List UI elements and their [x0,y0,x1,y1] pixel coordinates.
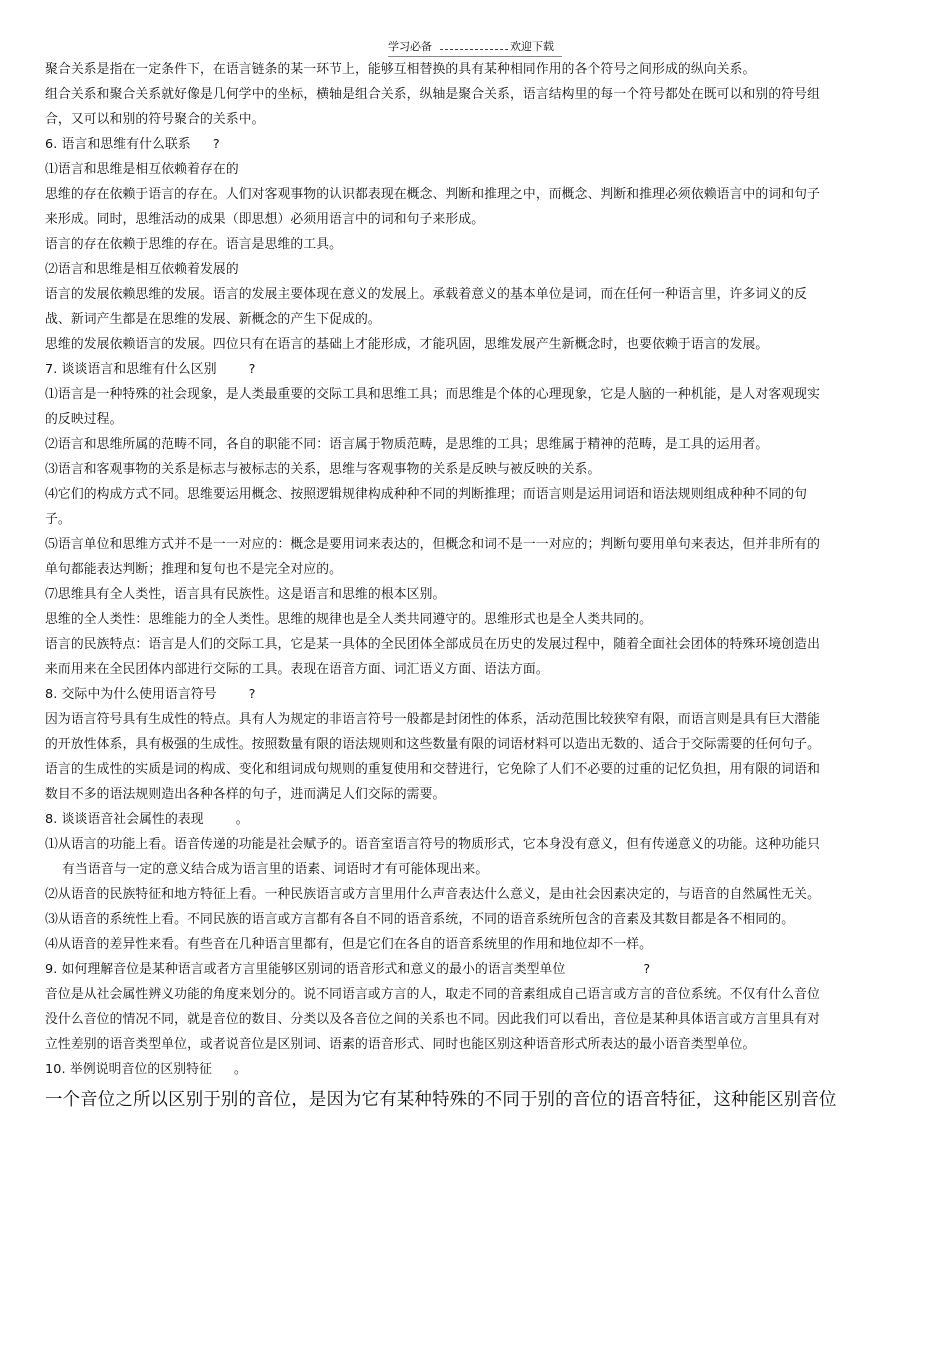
question-text: 8. 交际中为什么使用语言符号 [45,687,217,702]
paragraph: 语言的发展依赖思维的发展。语言的发展主要体现在意义的发展上。承载着意义的基本单位是词，而在任何一种语言里，许多词义的反战、新词产生都是在思维的发展、新概念的产生下促成的。 [45,287,808,327]
question-mark: ? [248,362,256,377]
header-right-text: 欢迎下载 [510,40,554,53]
question-text: 6. 语言和思维有什么联系 [45,137,191,152]
paragraph: 组合关系和聚合关系就好像是几何学中的坐标，横轴是组合关系，纵轴是聚合关系，语言结构里的每一个符号都处在既可以和别的符号组合，又可以和别的符号聚合的关系中。 [45,87,821,127]
paragraph: 音位是从社会属性辨义功能的角度来划分的。说不同语言或方言的人，取走不同的音素组成自己语言或方言的音位系统。不仅有什么音位没什么音位的情况不同，就是音位的数目、分类以及各音位之间的关系也不同。因此我们可以看出，音位是某种具体语言或方言里具有对立性差别的语音类型单位，或者说音位是区别词、语素的语音形式、同时也能区别这种语音形式所表达的最小语音类型单位。 [45,987,821,1052]
document-body [45,57,837,1114]
paragraph: 思维的存在依赖于语言的存在。人们对客观事物的认识都表现在概念、判断和推理之中，而概念、判断和推理必须依赖语言中的词和句子来形成。同时，思维活动的成果（即思想）必须用语言中的词和句子来形成。 [45,187,821,227]
paragraph-large: 一个音位之所以区别于别的音位，是因为它有某种特殊的不同于别的音位的语音特征，这种能区别音位 [45,1090,837,1110]
question-heading-6 [45,132,825,157]
paragraph: 思维的发展依赖语言的发展。四位只有在语言的基础上才能形成，才能巩固，思维发展产生新概念时，也要依赖于语言的发展。 [45,337,769,352]
paragraph: 聚合关系是指在一定条件下，在语言链条的某一环节上，能够互相替换的具有某种相同作用的各个符号之间形成的纵向关系。 [45,62,756,77]
question-text: 7. 谈谈语言和思维有什么区别 [45,362,217,377]
paragraph: ⑺思维具有全人类性，语言具有民族性。这是语言和思维的根本区别。 [45,587,446,602]
question-heading-8b [45,807,825,832]
paragraph: 因为语言符号具有生成性的特点。具有人为规定的非语言符号一般都是封闭性的体系，活动范围比较狭窄有限，而语言则是具有巨大潜能的开放性体系，具有极强的生成性。按照数量有限的语法规则和这些数量有限的词语材料可以造出无数的、适合于交际需要的任何句子。语言的生成性的实质是词的构成、变化和组词成句规则的重复使用和交替进行，它免除了人们不必要的过重的记忆负担，用有限的词语和数目不多的语法规则造出各种各样的句子，进而满足人们交际的需要。 [45,712,821,802]
paragraph: ⑶语言和客观事物的关系是标志与被标志的关系，思维与客观事物的关系是反映与被反映的关系。 [45,462,601,477]
question-heading-8a [45,682,825,707]
paragraph: ⑵语言和思维是相互依赖着发展的 [45,262,239,277]
question-mark: ? [212,137,220,152]
paragraph: ⑸语言单位和思维方式并不是一一对应的：概念是要用词来表达的，但概念和词不是一一对应的；判断句要用单句来表达，但并非所有的单句都能表达判断；推理和复句也不是完全对应的。 [45,537,821,577]
paragraph: ⑴从语言的功能上看。语音传递的功能是社会赋予的。语音室语言符号的物质形式，它本身没有意义，但有传递意义的功能。这种功能只有当语音与一定的意义结合成为语言里的语素、词语时才有可能体现出来。 [45,837,821,877]
question-mark: ? [248,687,256,702]
question-mark: ? [643,962,651,977]
question-heading-10 [45,1057,825,1082]
paragraph: ⑶从语音的系统性上看。不同民族的语言或方言都有各自不同的语音系统，不同的语音系统所包含的音素及其数目都是各不相同的。 [45,912,795,927]
paragraph: ⑵从语音的民族特征和地方特征上看。一种民族语言或方言里用什么声音表达什么意义，是由社会因素决定的，与语音的自然属性无关。 [45,887,821,902]
question-heading-7 [45,357,825,382]
question-text: 9. 如何理解音位是某种语言或者方言里能够区别词的语音形式和意义的最小的语言类型单位 [45,962,566,977]
paragraph: 语言的民族特点：语言是人们的交际工具，它是某一具体的全民团体全部成员在历史的发展过程中，随着全面社会团体的特殊环境创造出来而用来在全民团体内部进行交际的工具。表现在语音方面、词汇语义方面、语法方面。 [45,637,821,677]
paragraph: ⑷从语音的差异性来看。有些音在几种语言里都有，但是它们在各自的语音系统里的作用和地位却不一样。 [45,937,653,952]
question-mark: 。 [235,812,249,827]
question-text: 8. 谈谈语音社会属性的表现 [45,812,204,827]
paragraph: ⑵语言和思维所属的范畴不同，各自的职能不同：语言属于物质范畴，是思维的工具；思维属于精神的范畴，是工具的运用者。 [45,437,769,452]
paragraph: ⑴语言是一种特殊的社会现象，是人类最重要的交际工具和思维工具；而思维是个体的心理现象，它是人脑的一种机能，是人对客观现实的反映过程。 [45,387,821,427]
question-heading-9 [45,957,825,982]
page-header [388,39,568,57]
paragraph: ⑴语言和思维是相互依赖着存在的 [45,162,239,177]
header-left-text: 学习必备 [388,40,432,53]
header-dash-line [440,49,508,50]
paragraph: 语言的存在依赖于思维的存在。语言是思维的工具。 [45,237,343,252]
question-mark: 。 [234,1062,247,1077]
paragraph: ⑷它们的构成方式不同。思维要运用概念、按照逻辑规律构成种种不同的判断推理；而语言则是运用词语和语法规则组成种种不同的句子。 [45,487,808,527]
paragraph: 思维的全人类性：思维能力的全人类性。思维的规律也是全人类共同遵守的。思维形式也是全人类共同的。 [45,612,653,627]
question-text: 10. 举例说明音位的区别特征 [45,1062,212,1077]
